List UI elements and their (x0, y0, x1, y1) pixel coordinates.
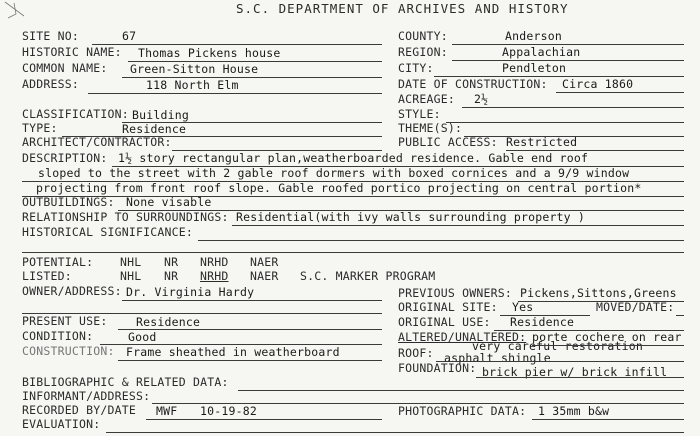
description-line-3: projecting from front roof slope. Gable roofed portico projecting on central portion* (36, 181, 642, 195)
recorded-date-value: 10-19-82 (200, 404, 257, 418)
listed-nhl: NHL (120, 269, 142, 283)
moved-date-label: MOVED/DATE: (596, 300, 675, 314)
owner-line (122, 300, 382, 301)
outbuildings-value: None visable (126, 195, 212, 209)
recorded-by-value: MWF (156, 404, 178, 418)
listed-nrhd: NRHD (200, 269, 229, 283)
relationship-label: RELATIONSHIP TO SURROUNDINGS: (22, 210, 229, 224)
outbuildings-label: OUTBUILDINGS: (22, 195, 115, 209)
potential-nrhd: NRHD (200, 255, 229, 269)
construction-value: Frame sheathed in weatherboard (126, 345, 340, 359)
evaluation-line (106, 432, 684, 433)
informant-label: INFORMANT/ADDRESS: (22, 389, 151, 403)
original-use-label: ORIGINAL USE: (398, 315, 491, 329)
address-label: ADDRESS: (22, 77, 79, 91)
site-no-label: SITE NO: (22, 29, 79, 43)
photographic-value: 1 35mm b&w (538, 404, 610, 418)
construction-label: CONSTRUCTION: (22, 344, 115, 358)
description-rule-3 (22, 196, 684, 197)
altered-line (532, 345, 684, 346)
architect-label: ARCHITECT/CONTRACTOR: (22, 135, 172, 149)
site-no-value: 67 (122, 29, 137, 43)
style-line (446, 122, 684, 123)
photographic-label: PHOTOGRAPHIC DATA: (398, 404, 527, 418)
potential-nr: NR (164, 255, 179, 269)
construction-line (118, 360, 382, 361)
acreage-label: ACREAGE: (398, 92, 455, 106)
altered-label: ALTERED/UNALTERED: (398, 330, 527, 344)
present-use-label: PRESENT USE: (22, 314, 108, 328)
owner-label: OWNER/ADDRESS: (22, 284, 122, 298)
type-value: Residence (122, 122, 187, 136)
photographic-line (532, 419, 684, 420)
classification-label: CLASSIFICATION: (22, 107, 129, 121)
pencil-mark (2, 0, 32, 28)
description-line-2: sloped to the street with 2 gable roof dormers with boxed cornices and a 9/9 window (38, 166, 630, 180)
listed-naer: NAER (250, 269, 279, 283)
form-title: S.C. DEPARTMENT OF ARCHIVES AND HISTORY (236, 1, 569, 16)
historic-name-value: Thomas Pickens house (138, 46, 281, 60)
historical-significance-line (198, 240, 684, 241)
region-line (452, 60, 684, 61)
altered-value: porte cochere on rear (532, 330, 682, 344)
original-site-label: ORIGINAL SITE: (398, 300, 498, 314)
recorded-line (146, 419, 382, 420)
moved-date-line (676, 315, 684, 316)
bibliographic-line (238, 390, 684, 391)
type-label: TYPE: (22, 121, 58, 135)
public-access-value: Restricted (506, 135, 578, 149)
roof-value: asphalt shingle (444, 351, 551, 365)
date-construction-line (556, 92, 684, 93)
present-use-line (118, 329, 382, 330)
public-access-label: PUBLIC ACCESS: (398, 135, 498, 149)
evaluation-label: EVALUATION: (22, 417, 101, 431)
acreage-line (462, 107, 684, 108)
region-label: REGION: (398, 45, 448, 59)
historic-name-label: HISTORIC NAME: (22, 45, 122, 59)
potential-nhl: NHL (120, 255, 142, 269)
date-construction-value: Circa 1860 (562, 77, 634, 91)
roof-label: ROOF: (398, 346, 434, 360)
city-label: CITY: (398, 61, 434, 75)
owner-value: Dr. Virginia Hardy (126, 285, 255, 299)
region-value: Appalachian (502, 45, 581, 59)
description-label: DESCRIPTION: (22, 151, 108, 165)
county-value: Anderson (505, 29, 562, 43)
recorded-label: RECORDED BY/DATE (22, 403, 136, 417)
previous-owners-label: PREVIOUS OWNERS: (398, 286, 512, 300)
acreage-value: 2½ (474, 92, 489, 106)
original-use-value: Residence (510, 315, 575, 329)
present-use-value: Residence (136, 315, 201, 329)
common-name-value: Green-Sitton House (130, 62, 259, 76)
relationship-value: Residential(with ivy walls surrounding property ) (236, 210, 586, 224)
sc-marker-program: S.C. MARKER PROGRAM (300, 269, 436, 283)
address-line (88, 93, 382, 94)
section-divider (22, 252, 684, 253)
foundation-line (476, 377, 684, 378)
description-line-1: 1½ story rectangular plan,weatherboarded residence. Gable end roof (118, 151, 589, 165)
condition-label: CONDITION: (22, 329, 94, 343)
listed-label: LISTED: (22, 269, 72, 283)
previous-owners-value: Pickens,Sittons,Greens (520, 286, 677, 300)
address-value: 118 North Elm (146, 78, 239, 92)
listed-nr: NR (164, 269, 179, 283)
original-site-value: Yes (512, 300, 534, 314)
foundation-label: FOUNDATION: (398, 361, 477, 375)
city-value: Pendleton (502, 61, 567, 75)
site-no-line (92, 44, 382, 45)
classification-value: Building (132, 108, 189, 122)
common-name-label: COMMON NAME: (22, 61, 108, 75)
historical-significance-label: HISTORICAL SIGNIFICANCE: (22, 225, 193, 239)
bibliographic-label: BIBLIOGRAPHIC & RELATED DATA: (22, 375, 229, 389)
date-construction-label: DATE OF CONSTRUCTION: (398, 77, 548, 91)
foundation-value: brick pier w/ brick infill (482, 365, 668, 379)
county-label: COUNTY: (398, 29, 448, 43)
altered-note: very careful restoration (472, 339, 643, 353)
themes-label: THEME(S): (398, 121, 463, 135)
potential-naer: NAER (250, 255, 279, 269)
potential-label: POTENTIAL: (22, 255, 94, 269)
relationship-line (232, 225, 684, 226)
condition-value: Good (128, 330, 157, 344)
style-label: STYLE: (398, 107, 441, 121)
